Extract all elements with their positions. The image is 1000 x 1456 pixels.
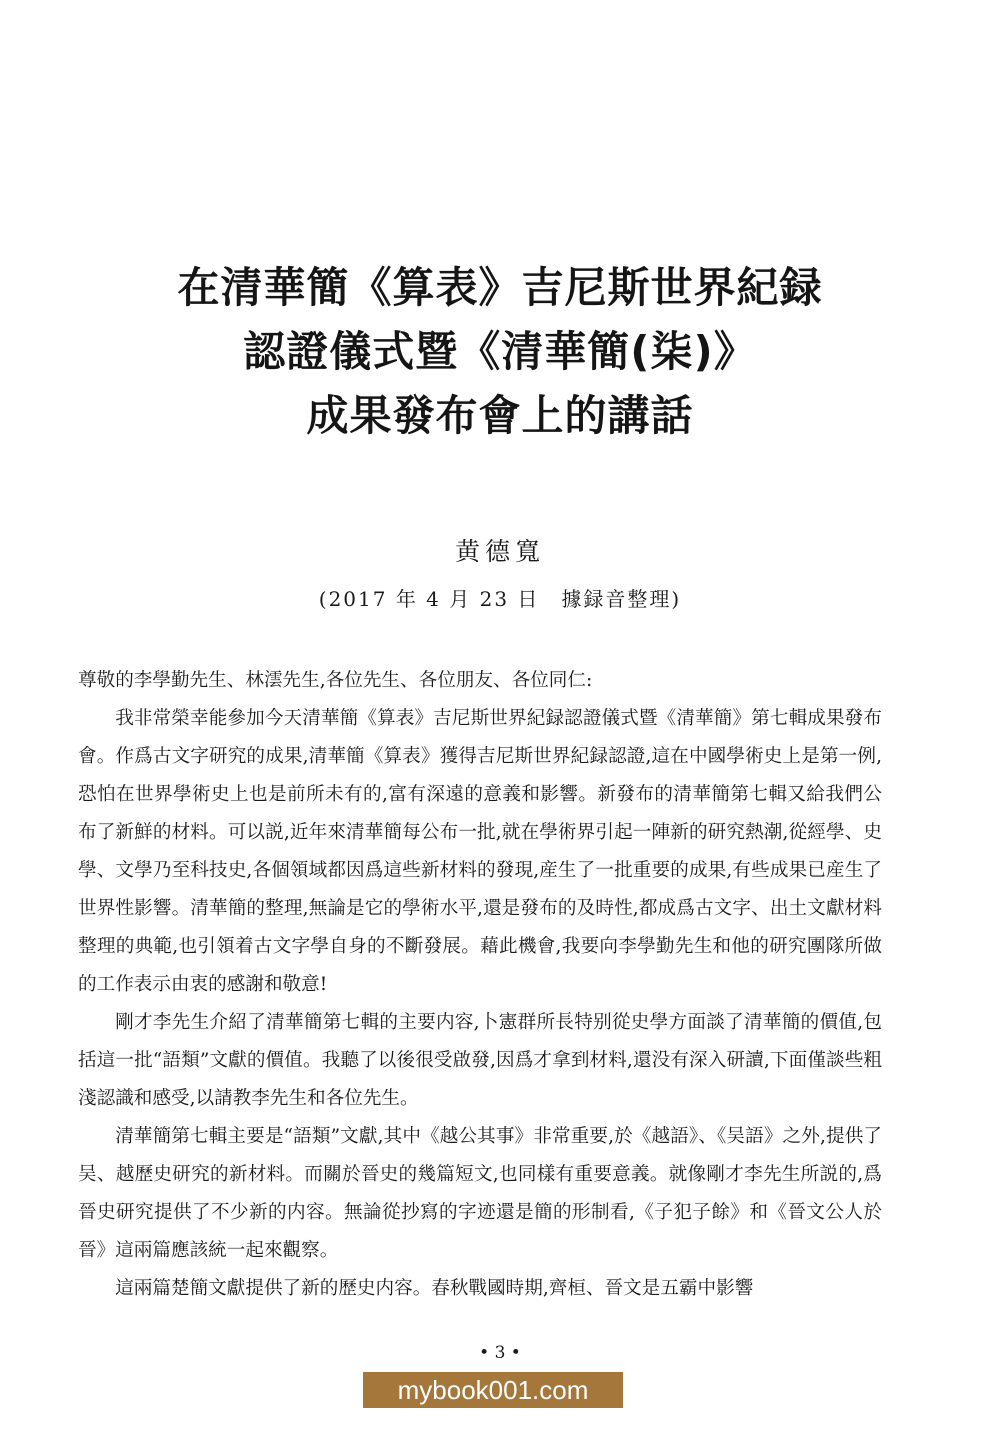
author-name: 黄德寬: [454, 537, 545, 566]
watermark-banner: mybook001.com: [363, 1372, 623, 1408]
page-number: • 3 •: [479, 1343, 521, 1363]
paragraph: 剛才李先生介紹了清華簡第七輯的主要内容,卜憲群所長特别從史學方面談了清華簡的價值,包括這一批“語類”文獻的價值。我聽了以後很受啟發,因爲才拿到材料,還没有深入研讀,下面僅談些粗淺認識和感受,以請教李先生和各位先生。: [78, 1012, 882, 1109]
title-line-1: 在清華簡《算表》吉尼斯世界紀録: [177, 263, 823, 312]
article-title: [0, 256, 1000, 448]
title-line-3: 成果發布會上的講話: [306, 391, 694, 440]
paragraph: 我非常榮幸能參加今天清華簡《算表》吉尼斯世界紀録認證儀式暨《清華簡》第七輯成果發布會。作爲古文字研究的成果,清華簡《算表》獲得吉尼斯世界紀録認證,這在中國學術史上是第一例,恐怕在世界學術史上也是前所未有的,富有深遠的意義和影響。新發布的清華簡第七輯又給我們公布了新鮮的材料。可以説,近年來清華簡每公布一批,就在學術界引起一陣新的研究熱潮,從經學、史學、文學乃至科技史,各個領域都因爲這些新材料的發現,産生了一批重要的成果,有些成果已産生了世界性影響。清華簡的整理,無論是它的學術水平,還是發布的及時性,都成爲古文字、出土文獻材料整理的典範,也引領着古文字學自身的不斷發展。藉此機會,我要向李學勤先生和他的研究團隊所做的工作表示由衷的感謝和敬意!: [78, 708, 882, 995]
article-body: [78, 662, 882, 1308]
paragraph: 清華簡第七輯主要是“語類”文獻,其中《越公其事》非常重要,於《越語》、《吴語》之外,提供了吴、越歷史研究的新材料。而關於晉史的幾篇短文,也同樣有重要意義。就像剛才李先生所説的,爲晉史研究提供了不少新的内容。無論從抄寫的字迹還是簡的形制看,《子犯子餘》和《晉文公人於晉》這兩篇應該統一起來觀察。: [78, 1126, 882, 1261]
paragraph: 這兩篇楚簡文獻提供了新的歷史内容。春秋戰國時期,齊桓、晉文是五霸中影響: [115, 1278, 754, 1299]
title-line-2: 認證儀式暨《清華簡(柒)》: [243, 327, 757, 376]
date-note: (2017 年 4 月 23 日 據録音整理): [318, 587, 682, 611]
salutation: 尊敬的李學勤先生、林澐先生,各位先生、各位朋友、各位同仁:: [78, 670, 593, 691]
